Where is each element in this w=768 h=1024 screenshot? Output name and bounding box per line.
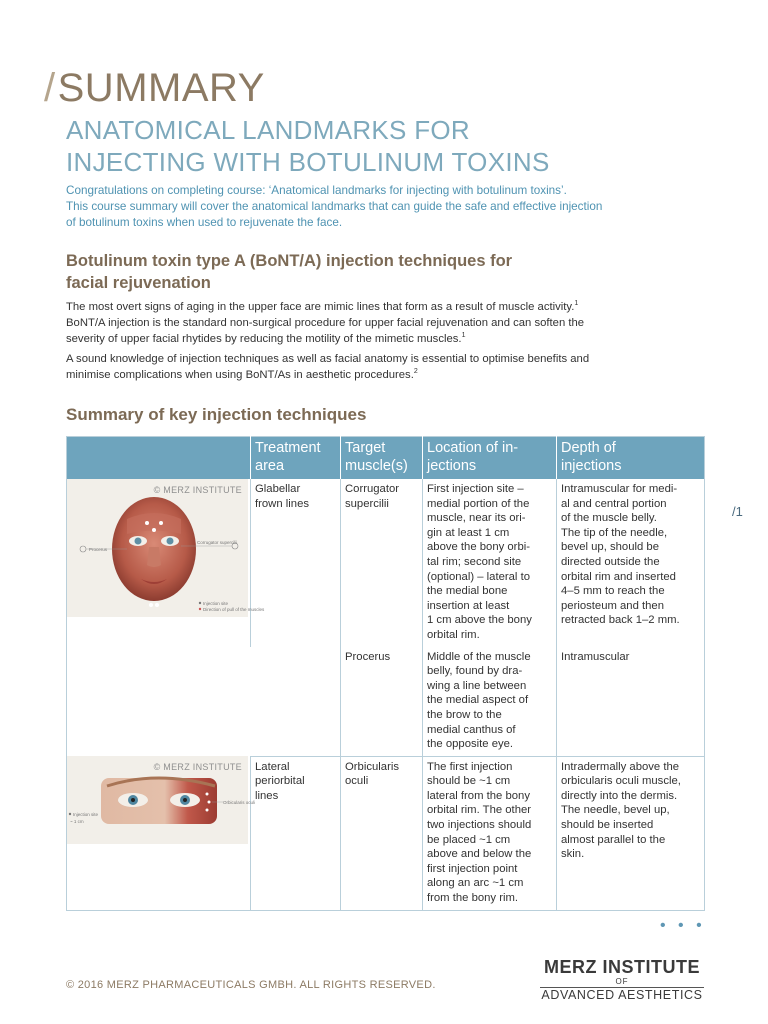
image-credit: © MERZ INSTITUTE — [153, 485, 242, 495]
cell-location-orbicularis — [423, 756, 557, 910]
depth-text: Intramuscular for medi- — [561, 483, 678, 495]
depth-text: 4–5 mm to reach the — [561, 585, 665, 598]
cell-depth-corrugator — [557, 479, 705, 647]
location-text: belly, found by dra- — [427, 665, 523, 678]
depth-text: periosteum and then — [561, 599, 664, 612]
location-text: the brow to the — [427, 708, 502, 721]
header-depth-line-2: injections — [561, 458, 622, 474]
cell-muscle-corrugator — [341, 479, 423, 647]
muscle-text: Procerus — [345, 650, 391, 663]
location-text: First injection site – — [427, 483, 524, 495]
location-text: orbital rim. The other — [427, 804, 532, 817]
location-text: Middle of the muscle — [427, 650, 531, 663]
summary-heading — [44, 66, 265, 111]
logo-line-2: OF — [615, 977, 629, 986]
paragraph-1-line-1 — [66, 299, 708, 315]
location-text: from the bony rim. — [427, 892, 519, 905]
area-text: periorbital — [255, 775, 305, 788]
location-text: The first injection — [427, 760, 513, 773]
cell-muscle-orbicularis — [341, 756, 423, 910]
label-procerus: Procerus — [89, 547, 108, 552]
paragraph-2-line-2 — [66, 367, 708, 383]
footnote-ref: 1 — [574, 300, 579, 308]
continue-dots: • • • — [660, 917, 706, 934]
depth-text: retracted back 1–2 mm. — [561, 614, 680, 627]
area-text: frown lines — [255, 497, 309, 510]
cell-area-empty — [251, 647, 341, 757]
label-corrugator: Corrugator supercilii — [197, 540, 238, 545]
legend-injection-site: Injection site — [203, 601, 229, 606]
face-anatomy-image — [67, 479, 265, 617]
location-text: above and below the — [427, 848, 532, 861]
header-target-muscle-line-2: muscle(s) — [345, 458, 408, 474]
intro-text — [66, 183, 706, 231]
paragraph-1-line-2: BoNT/A injection is the standard non-surgical procedure for upper facial rejuvenation and can soften the — [66, 317, 585, 329]
depth-text: orbital rim and inserted — [561, 570, 676, 583]
table-header-row — [67, 437, 705, 480]
area-text: Glabellar — [255, 483, 301, 495]
header-target-muscle — [341, 437, 423, 480]
location-text: should be ~1 cm — [427, 775, 511, 788]
image-cell-glabellar — [67, 479, 265, 756]
logo-line-3: ADVANCED AESTHETICS — [541, 988, 703, 1002]
eye-illustration — [67, 756, 256, 844]
header-treatment-area-line-1: Treatment — [255, 440, 321, 456]
table-row — [67, 756, 705, 910]
depth-text: Intradermally above the — [561, 760, 680, 773]
depth-text: should be inserted — [561, 819, 654, 832]
location-text: tal rim; second site — [427, 555, 522, 568]
location-text: the opposite eye. — [427, 738, 514, 751]
label-orbicularis: Orbicularis oculi — [223, 800, 256, 806]
cell-area-periorbital — [251, 756, 341, 910]
location-text: orbital rim. — [427, 628, 480, 641]
page-title-line-2: INJECTING WITH BOTULINUM TOXINS — [66, 147, 550, 177]
header-depth-line-1: Depth of — [561, 440, 616, 456]
header-treatment-area-line-2: area — [255, 458, 285, 474]
location-text: insertion at least — [427, 599, 510, 612]
injection-techniques-table — [66, 436, 705, 911]
location-text: be placed ~1 cm — [427, 833, 511, 846]
location-text: medial canthus of — [427, 723, 516, 736]
location-text: gin at least 1 cm — [427, 526, 510, 539]
intro-line-1: Congratulations on completing course: ‘Anatomical landmarks for injecting with botulinum toxins’. — [66, 184, 567, 197]
page-marker: /1 — [732, 504, 743, 519]
face-illustration — [67, 479, 265, 617]
intro-line-2: This course summary will cover the anatomical landmarks that can guide the safe and effective injection — [66, 200, 603, 213]
location-text: wing a line between — [427, 679, 527, 692]
header-location-line-2: jections — [427, 458, 477, 474]
cell-location-procerus — [423, 647, 557, 757]
merz-logo — [540, 957, 704, 1003]
cell-location-corrugator — [423, 479, 557, 647]
image-credit: © MERZ INSTITUTE — [153, 762, 242, 773]
location-text: (optional) – lateral to — [427, 570, 530, 583]
summary-slash: / — [44, 66, 56, 110]
paragraph-2-line-2-text: minimise complications when using BoNT/As in aesthetic procedures. — [66, 369, 414, 381]
location-text: the medial bone — [427, 585, 508, 598]
section-heading-line-2: facial rejuvenation — [66, 274, 211, 292]
section-heading-line-1: Botulinum toxin type A (BoNT/A) injection techniques for — [66, 252, 513, 270]
paragraph-2 — [66, 351, 708, 383]
header-treatment-area — [251, 437, 341, 480]
area-text: lines — [255, 789, 279, 802]
page-title-line-1: ANATOMICAL LANDMARKS FOR — [66, 115, 471, 145]
depth-text: of the muscle belly. — [561, 512, 657, 525]
depth-text: directed outside the — [561, 555, 660, 568]
header-location-line-1: Location of in- — [427, 440, 519, 456]
image-cell-periorbital — [67, 756, 256, 910]
location-text: along an arc ~1 cm — [427, 877, 524, 890]
legend-injection-site: Injection site — [73, 812, 99, 818]
logo-line-1: MERZ INSTITUTE — [544, 957, 700, 977]
cell-area-glabellar — [251, 479, 341, 647]
header-target-muscle-line-1: Target — [345, 440, 386, 456]
section-heading — [66, 250, 686, 294]
cell-muscle-procerus — [341, 647, 423, 757]
legend-direction: Direction of pull of the muscles — [203, 607, 265, 612]
page-title — [66, 114, 706, 178]
intro-line-3: of botulinum toxins when used to rejuvenate the face. — [66, 216, 343, 229]
paragraph-1-line-3-text: severity of upper facial rhytides by reducing the motility of the mimetic muscles. — [66, 333, 462, 345]
location-text: medial portion of the — [427, 497, 530, 510]
location-text: first injection point — [427, 862, 518, 875]
location-text: muscle, near its ori- — [427, 512, 526, 525]
header-image — [67, 437, 251, 480]
paragraph-1-line-1-text: The most overt signs of aging in the upper face are mimic lines that form as a result of muscle activity. — [66, 301, 575, 313]
depth-text: The needle, bevel up, — [561, 804, 670, 817]
header-location — [423, 437, 557, 480]
location-text: two injections should — [427, 819, 532, 832]
footnote-ref: 2 — [413, 368, 418, 376]
cell-depth-procerus — [557, 647, 705, 757]
muscle-text: Orbicularis — [345, 760, 399, 773]
paragraph-1 — [66, 299, 708, 347]
depth-text: orbicularis oculi muscle, — [561, 775, 681, 788]
header-depth — [557, 437, 705, 480]
depth-text: skin. — [561, 848, 585, 861]
depth-text: bevel up, should be — [561, 541, 659, 554]
footnote-ref: 1 — [461, 332, 466, 340]
depth-text: The tip of the needle, — [561, 526, 668, 539]
paragraph-2-line-1: A sound knowledge of injection techniques as well as facial anatomy is essential to optimise benefits and — [66, 353, 590, 365]
legend-distance: ~ 1 cm — [70, 819, 84, 825]
muscle-text: supercilii — [345, 497, 389, 510]
cell-depth-orbicularis — [557, 756, 705, 910]
muscle-text: oculi — [345, 775, 369, 788]
table-title: Summary of key injection techniques — [66, 405, 367, 424]
depth-text: Intramuscular — [561, 650, 630, 663]
table-row — [67, 479, 705, 647]
location-text: above the bony orbi- — [427, 541, 530, 554]
muscle-text: Corrugator — [345, 483, 399, 495]
location-text: lateral from the bony — [427, 789, 530, 802]
depth-text: directly into the dermis. — [561, 789, 678, 802]
depth-text: almost parallel to the — [561, 833, 666, 846]
paragraph-1-line-3 — [66, 331, 708, 347]
summary-label: SUMMARY — [57, 66, 265, 110]
copyright-footer: © 2016 MERZ PHARMACEUTICALS GMBH. ALL RIGHTS RESERVED. — [66, 979, 436, 991]
location-text: the medial aspect of — [427, 694, 529, 707]
depth-text: al and central portion — [561, 497, 667, 510]
location-text: 1 cm above the bony — [427, 614, 532, 627]
area-text: Lateral — [255, 760, 290, 773]
